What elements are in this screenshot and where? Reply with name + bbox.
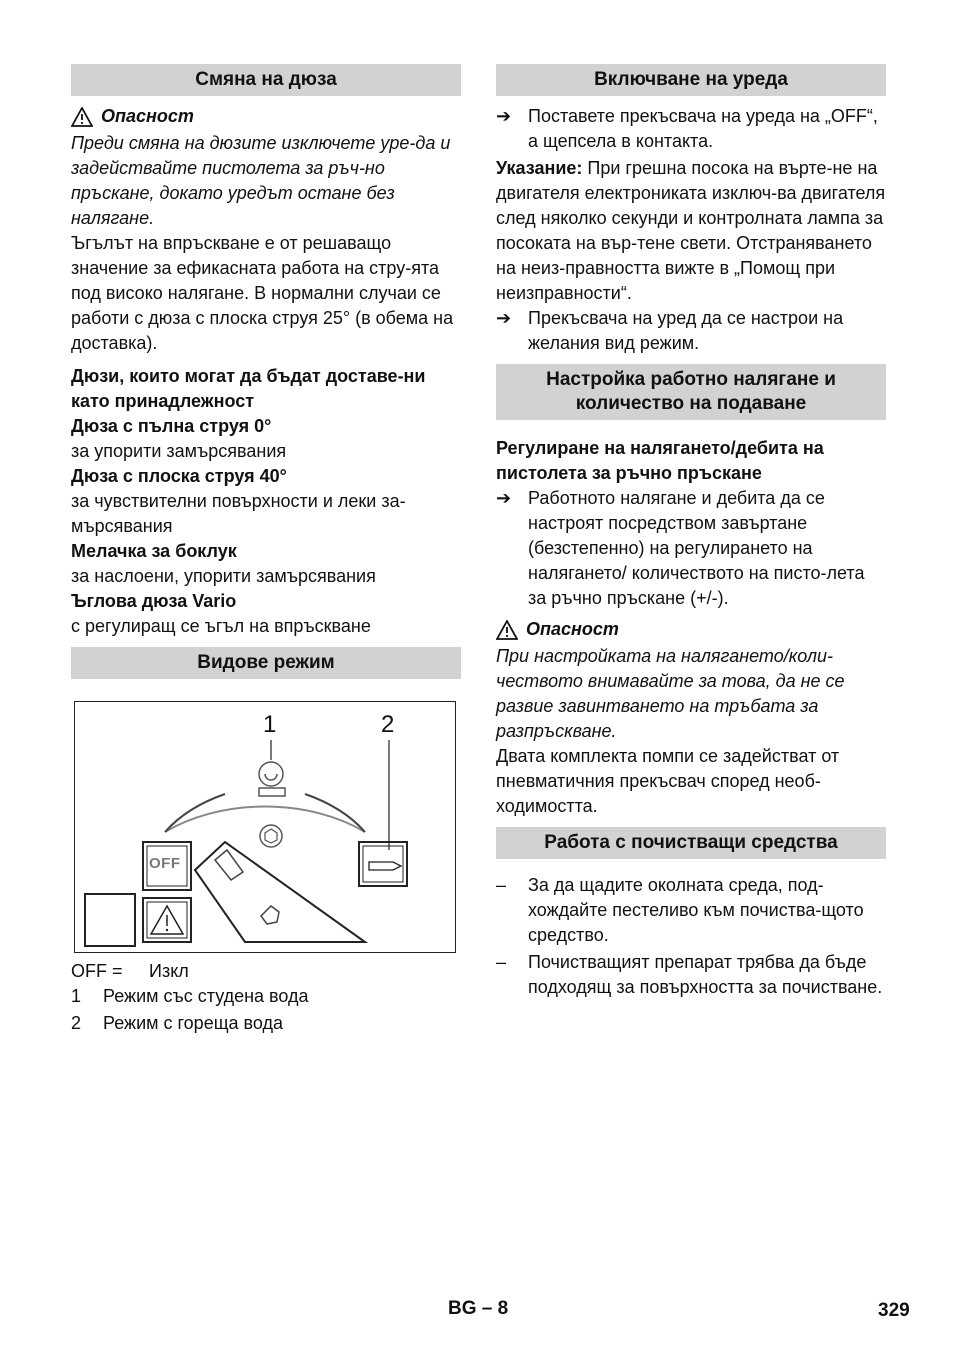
warning-triangle-icon: [71, 107, 93, 127]
section-heading-nozzle-change: Смяна на дюза: [71, 64, 461, 96]
footer-section-label: BG – 8: [448, 1298, 509, 1319]
cold-water-icon: [259, 762, 285, 796]
accessory-item-desc: за наслоени, упорити замърсявания: [71, 566, 376, 586]
danger-title: Опасност: [526, 619, 619, 639]
danger-title: Опасност: [101, 106, 194, 126]
danger-warning: [71, 104, 461, 129]
pressure-subheading: Регулиране на налягането/дебита на пистолета за ръчно пръскане: [496, 438, 824, 483]
note-text: При грешна посока на върте-не на двигателя електрониката изключ-ва двигателя след няколко секунди и контролната лампа за посоката на вър-тене свети. Отстраняването на неиз-правността вижте в „Помощ при неизправности“.: [496, 158, 886, 303]
legend-key: 1: [71, 986, 82, 1006]
section-heading-modes: Видове режим: [71, 647, 461, 679]
danger-text: Преди смяна на дюзите изключете уре-да и задействайте пистолета за ръч-но пръскане, докато уредът остане без налягане.: [71, 133, 451, 228]
left-column: [71, 64, 461, 1036]
page-number: 329: [878, 1300, 910, 1321]
figure-off-text: OFF: [149, 855, 181, 872]
instruction-step: [496, 104, 886, 154]
section-heading-cleaning: Работа с почистващи средства: [496, 827, 886, 859]
accessory-item-desc: за чувствителни повърхности и леки за-мърсявания: [71, 491, 406, 536]
legend-key: OFF =: [71, 961, 123, 981]
instruction-text: Прекъсвача на уред да се настрои на желания вид режим.: [528, 308, 844, 353]
figure-label-1: 1: [263, 711, 277, 738]
figure-label-2: 2: [381, 711, 395, 738]
section-heading-pressure: Настройка работно налягане и количество на подаване: [496, 364, 886, 420]
list-item-text: За да щадите околната среда, под-хождайте пестеливо към почиства-щото средство.: [528, 875, 864, 945]
accessory-heading: Дюзи, които могат да бъдат доставе-ни като принадлежност: [71, 366, 426, 411]
legend-key: 2: [71, 1013, 82, 1033]
section-heading-power-on: Включване на уреда: [496, 64, 886, 96]
right-arrow-icon: ➔: [496, 488, 512, 508]
mode-legend: [71, 959, 461, 1036]
nozzle-body-text: Ъгълът на впръскване е от решаващо значение за ефикасната работа на стру-ята под високо налягане. В нормални случаи се работи с дюза с плоска струя 25° (в обема на доставка).: [71, 233, 454, 353]
accessory-list: [71, 414, 461, 639]
list-item: [496, 950, 886, 1000]
legend-row: [71, 959, 461, 984]
legend-row: [71, 984, 461, 1009]
right-arrow-icon: ➔: [496, 308, 512, 328]
accessory-item-title: Ъглова дюза Vario: [71, 591, 237, 611]
instruction-step: [496, 306, 886, 356]
accessory-item-title: Мелачка за боклук: [71, 541, 237, 561]
legend-row: [71, 1011, 461, 1036]
note-label: Указание:: [496, 158, 583, 178]
mode-switch-figure: [74, 701, 456, 953]
accessory-item-desc: с регулиращ се ъгъл на впръскване: [71, 616, 371, 636]
accessory-item-title: Дюза с плоска струя 40°: [71, 466, 287, 486]
legend-value: Режим със студена вода: [103, 986, 309, 1006]
right-column: [496, 64, 886, 1002]
accessory-item-title: Дюза с пълна струя 0°: [71, 416, 272, 436]
instruction-text: Поставете прекъсвача на уреда на „OFF“, а щепсела в контакта.: [528, 106, 878, 151]
instruction-text: Работното налягане и дебита да се настроят посредством завъртане (безстепенно) на регулирането на налягането/ количеството на писто-лета за ръчно пръскане (+/-).: [528, 488, 865, 608]
legend-value: Режим с гореща вода: [103, 1013, 284, 1033]
note-paragraph: [496, 156, 886, 306]
warning-triangle-icon: [496, 620, 518, 640]
dash-bullet: –: [496, 875, 507, 895]
mode-switch-illustration: [75, 702, 455, 952]
legend-value: Изкл: [149, 961, 189, 981]
dash-bullet: –: [496, 952, 507, 972]
danger-warning: [496, 617, 886, 642]
list-item-text: Почистващият препарат трябва да бъде подходящ за повърхността за почистване.: [528, 952, 883, 997]
right-arrow-icon: ➔: [496, 106, 512, 126]
danger-text: При настройката на налягането/коли-чеството внимавайте за това, да не се развие завинтването на тръбата за разпръскване.: [496, 646, 845, 741]
accessory-item-desc: за упорити замърсявания: [71, 441, 287, 461]
list-item: [496, 873, 886, 948]
pressure-body-text: Двата комплекта помпи се задействат от пневматичния прекъсвач според необ-ходимостта.: [496, 746, 840, 816]
instruction-step: [496, 486, 886, 611]
